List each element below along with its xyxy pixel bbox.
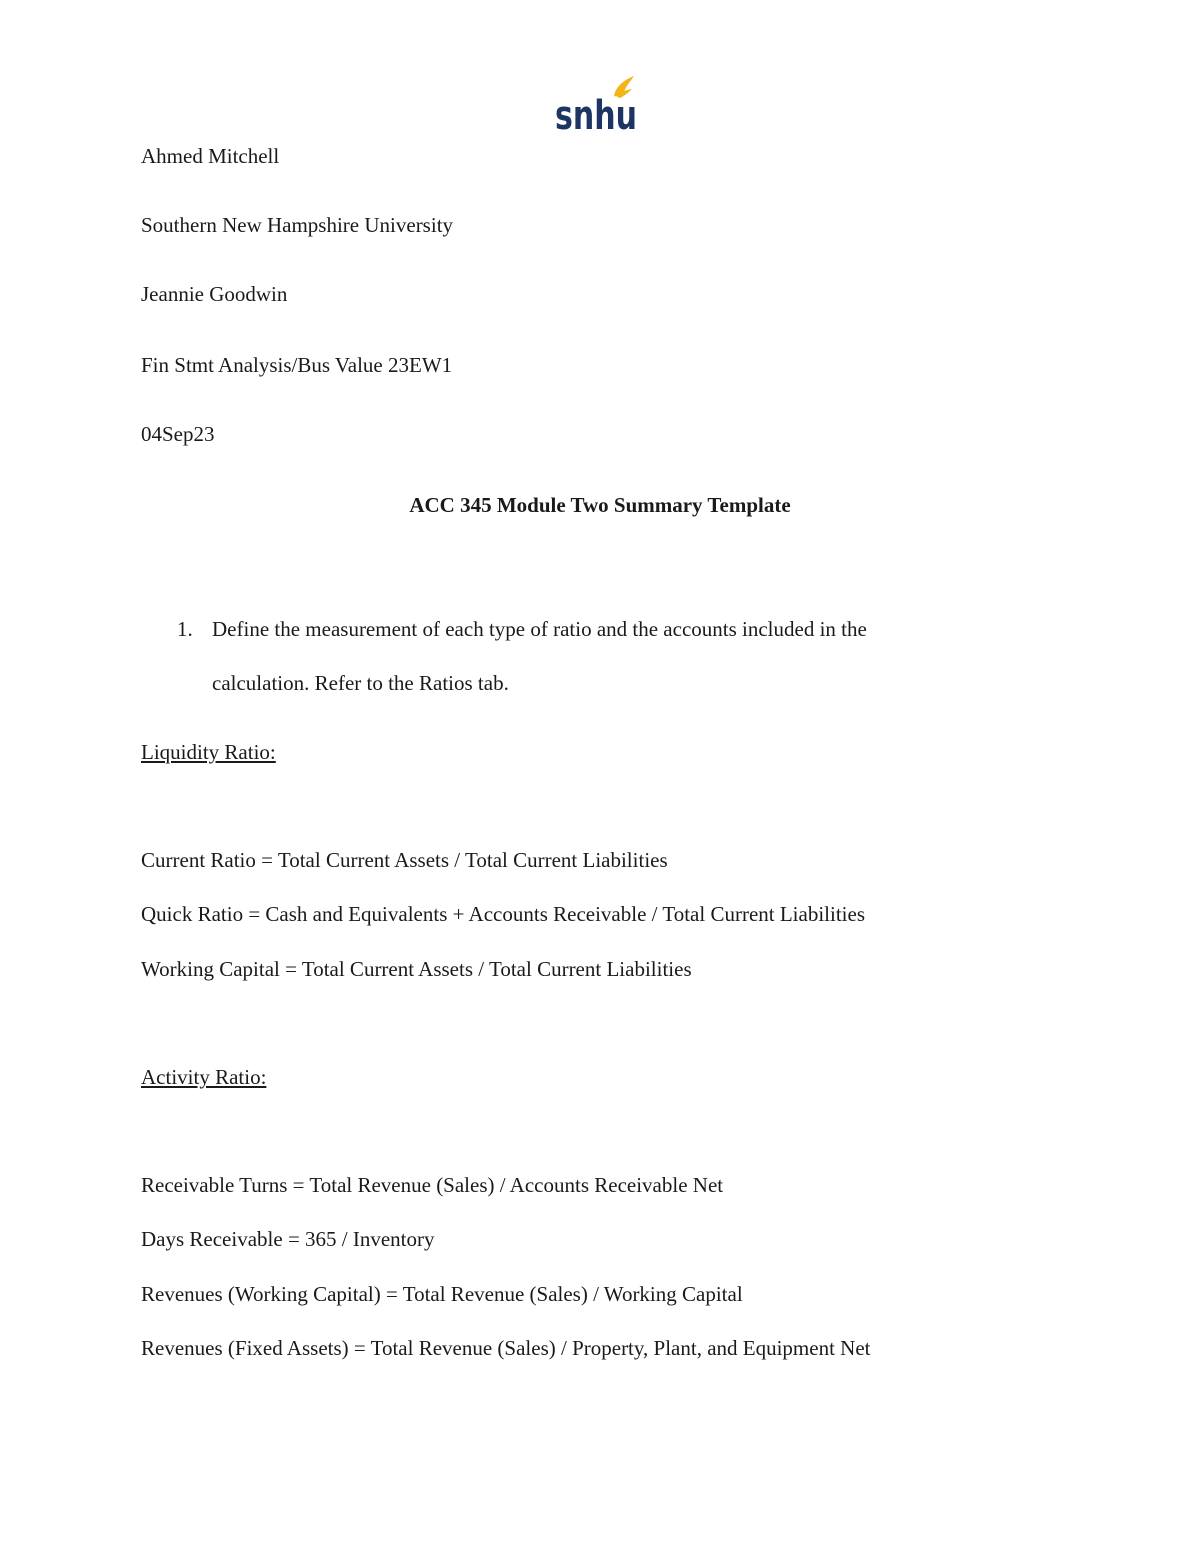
question-text-line-1: Define the measurement of each type of ratio and the accounts included in the — [212, 617, 867, 641]
activity-item-days-receivable: Days Receivable = 365 / Inventory — [141, 1227, 435, 1251]
activity-heading: Activity Ratio: — [141, 1065, 267, 1089]
liquidity-item-quick-ratio: Quick Ratio = Cash and Equivalents + Accounts Receivable / Total Current Liabilities — [141, 902, 866, 926]
liquidity-item-working-capital: Working Capital = Total Current Assets / Total Current Liabilities — [141, 957, 692, 981]
student-name: Ahmed Mitchell — [141, 144, 280, 168]
question-text-line-2: calculation. Refer to the Ratios tab. — [212, 671, 509, 695]
liquidity-item-current-ratio: Current Ratio = Total Current Assets / Total Current Liabilities — [141, 848, 668, 872]
university-name: Southern New Hampshire University — [141, 213, 454, 237]
logo-wordmark: snhu — [555, 93, 637, 139]
activity-item-revenues-fixed-assets: Revenues (Fixed Assets) = Total Revenue (Sales) / Property, Plant, and Equipment Net — [141, 1336, 871, 1360]
snhu-logo — [554, 72, 640, 139]
question-number: 1. — [177, 617, 193, 641]
activity-item-revenues-working-capital: Revenues (Working Capital) = Total Revenue (Sales) / Working Capital — [141, 1282, 743, 1306]
document-title: ACC 345 Module Two Summary Template — [409, 493, 791, 517]
submission-date: 04Sep23 — [141, 422, 215, 446]
activity-item-receivable-turns: Receivable Turns = Total Revenue (Sales) / Accounts Receivable Net — [141, 1173, 724, 1197]
instructor-name: Jeannie Goodwin — [141, 282, 288, 306]
course-name: Fin Stmt Analysis/Bus Value 23EW1 — [141, 353, 453, 377]
liquidity-heading: Liquidity Ratio: — [141, 740, 276, 764]
